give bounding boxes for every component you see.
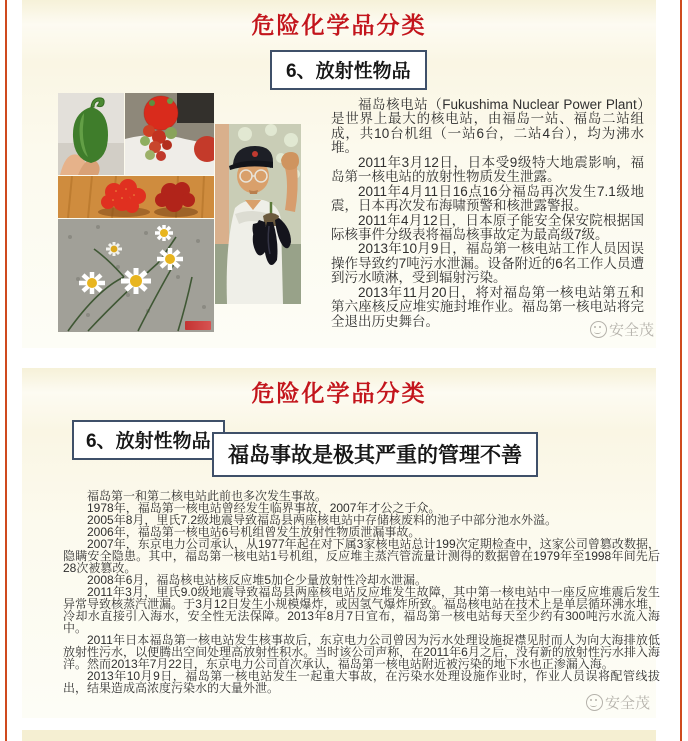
paragraph: 2011年4月11日16点16分福岛再次发生7.1级地震，日本再次发布海啸预警和核泄露警报。 [331,183,644,214]
slide1-content [58,93,644,339]
watermark [586,692,650,713]
green-pepper-illustration [58,93,124,175]
page-border-left [5,0,7,741]
slide2-body-text [63,490,660,694]
mutated-daisies-photo [58,219,214,332]
paragraph: 2013年11月20日，将对福岛第一核电站第五和第六座核反应堆实施封堆作业。福岛第一核电站将完全退出历史舞台。 [331,284,644,329]
paragraph: 2005年8月，里氏7.2级地震导致福岛县两座核电站中存储核废料的池子中部分池水外溢。 [87,513,558,527]
paragraph: 2007年，东京电力公司承认，从1977年起在对下属3家核电站总计199次定期检查中，这家公司曾篡改数据，隐瞒安全隐患。其中，福岛第一核电站1号机组，反应堆主蒸汽管流量计测得的数据曾在1979年至1998年间先后28次被篡改。 [63,537,660,575]
paragraph: 福岛第一和第二核电站此前也多次发生事故。 [87,489,328,503]
paragraph: 2008年6月，福岛核电站核反应堆5加仑少量放射性冷却水泄漏。 [87,573,428,587]
paragraph: 2011年3月12日，日本受9级特大地震影响，福岛第一核电站的放射性物质发生泄露。 [331,154,644,185]
mutated-green-pepper-photo [58,93,124,175]
page-border-right [680,0,682,741]
paragraph: 2013年10月9日，福岛第一核电站发生一起重大事故，在污染水处理设施作业时，作业人员误将配管线拔出，结果造成高浓度污染水的大量外泄。 [63,669,660,695]
subheading-box: 福岛事故是极其严重的管理不善 [212,432,538,477]
paragraph: 2011年4月12日，日本原子能安全保安院根据国际核事件分级表将福岛核事故定为最高级7级。 [331,212,644,242]
mutation-photo-collage [58,93,301,339]
slide1-body-text [331,93,644,339]
farmer-eggplants-illustration [215,124,301,304]
red-tomato-illustration [125,93,214,175]
next-slide-edge [22,730,656,741]
slide-radioactive-overview [22,0,656,348]
slide-fukushima-mismanagement [22,368,660,718]
farmer-with-mutated-eggplants-photo [215,124,301,304]
smiley-icon [586,694,603,711]
watermark [590,319,654,340]
paragraph: 福岛核电站（Fukushima Nuclear Power Plant）是世界上最大的核电站，由福岛一站、福岛二站组成，共10台机组（一站6台，二站4台），均为沸水堆。 [331,97,644,156]
watermark-text: 安全茂 [604,695,650,712]
section-heading-box: 6、放射性物品 [72,420,225,460]
paragraph: 2011年日本福岛第一核电站发生核事故后，东京电力公司曾因为污水处理设施捉襟见肘而人为向大海排放低放射性污水，以便腾出空间处理高放射性积水。当时该公司声称，在2011年6月之后，没有新的放射性污水排入海洋。然而2013年7月22日，东京电力公司首次承认，福岛第一核电站附近被污染的地下水也正渗漏入海。 [63,633,660,671]
mutated-red-tomato-photo [125,93,214,175]
watermark-text: 安全茂 [608,322,654,339]
section-heading-box: 6、放射性物品 [270,50,427,90]
page-title: 危险化学品分类 [251,380,427,406]
page-title: 危险化学品分类 [251,12,427,38]
paragraph: 2006年，福岛第一核电站6号机组曾发生放射性物质泄漏事故。 [87,525,421,539]
paragraph: 2011年3月，里氏9.0级地震导致福岛县两座核电站反应堆发生故障，其中第一核电站中一座反应堆震后发生异常导致核蒸汽泄漏。于3月12日发生小规模爆炸，或因氢气爆炸所致。福岛核电站在技术上是单层循环沸水堆，冷却水直接引入海水，安全性无法保障。2013年8月7日宣布，福岛第一核电站每天至少约有300吨污水流入海中。 [63,585,660,635]
paragraph: 1978年，福岛第一核电站曾经发生临界事故，2007年才公之于众。 [87,501,441,515]
paragraph: 2013年10月9日，福岛第一核电站工作人员因误操作导致约7吨污水泄漏。设备附近的6名工作人员遭到污水喷淋，受到辐射污染。 [331,241,644,286]
strawberries-illustration [58,176,214,218]
daisies-illustration [58,219,214,332]
smiley-icon [590,321,607,338]
mutated-strawberries-photo [58,176,214,218]
photo-agency-stamp [185,321,211,330]
